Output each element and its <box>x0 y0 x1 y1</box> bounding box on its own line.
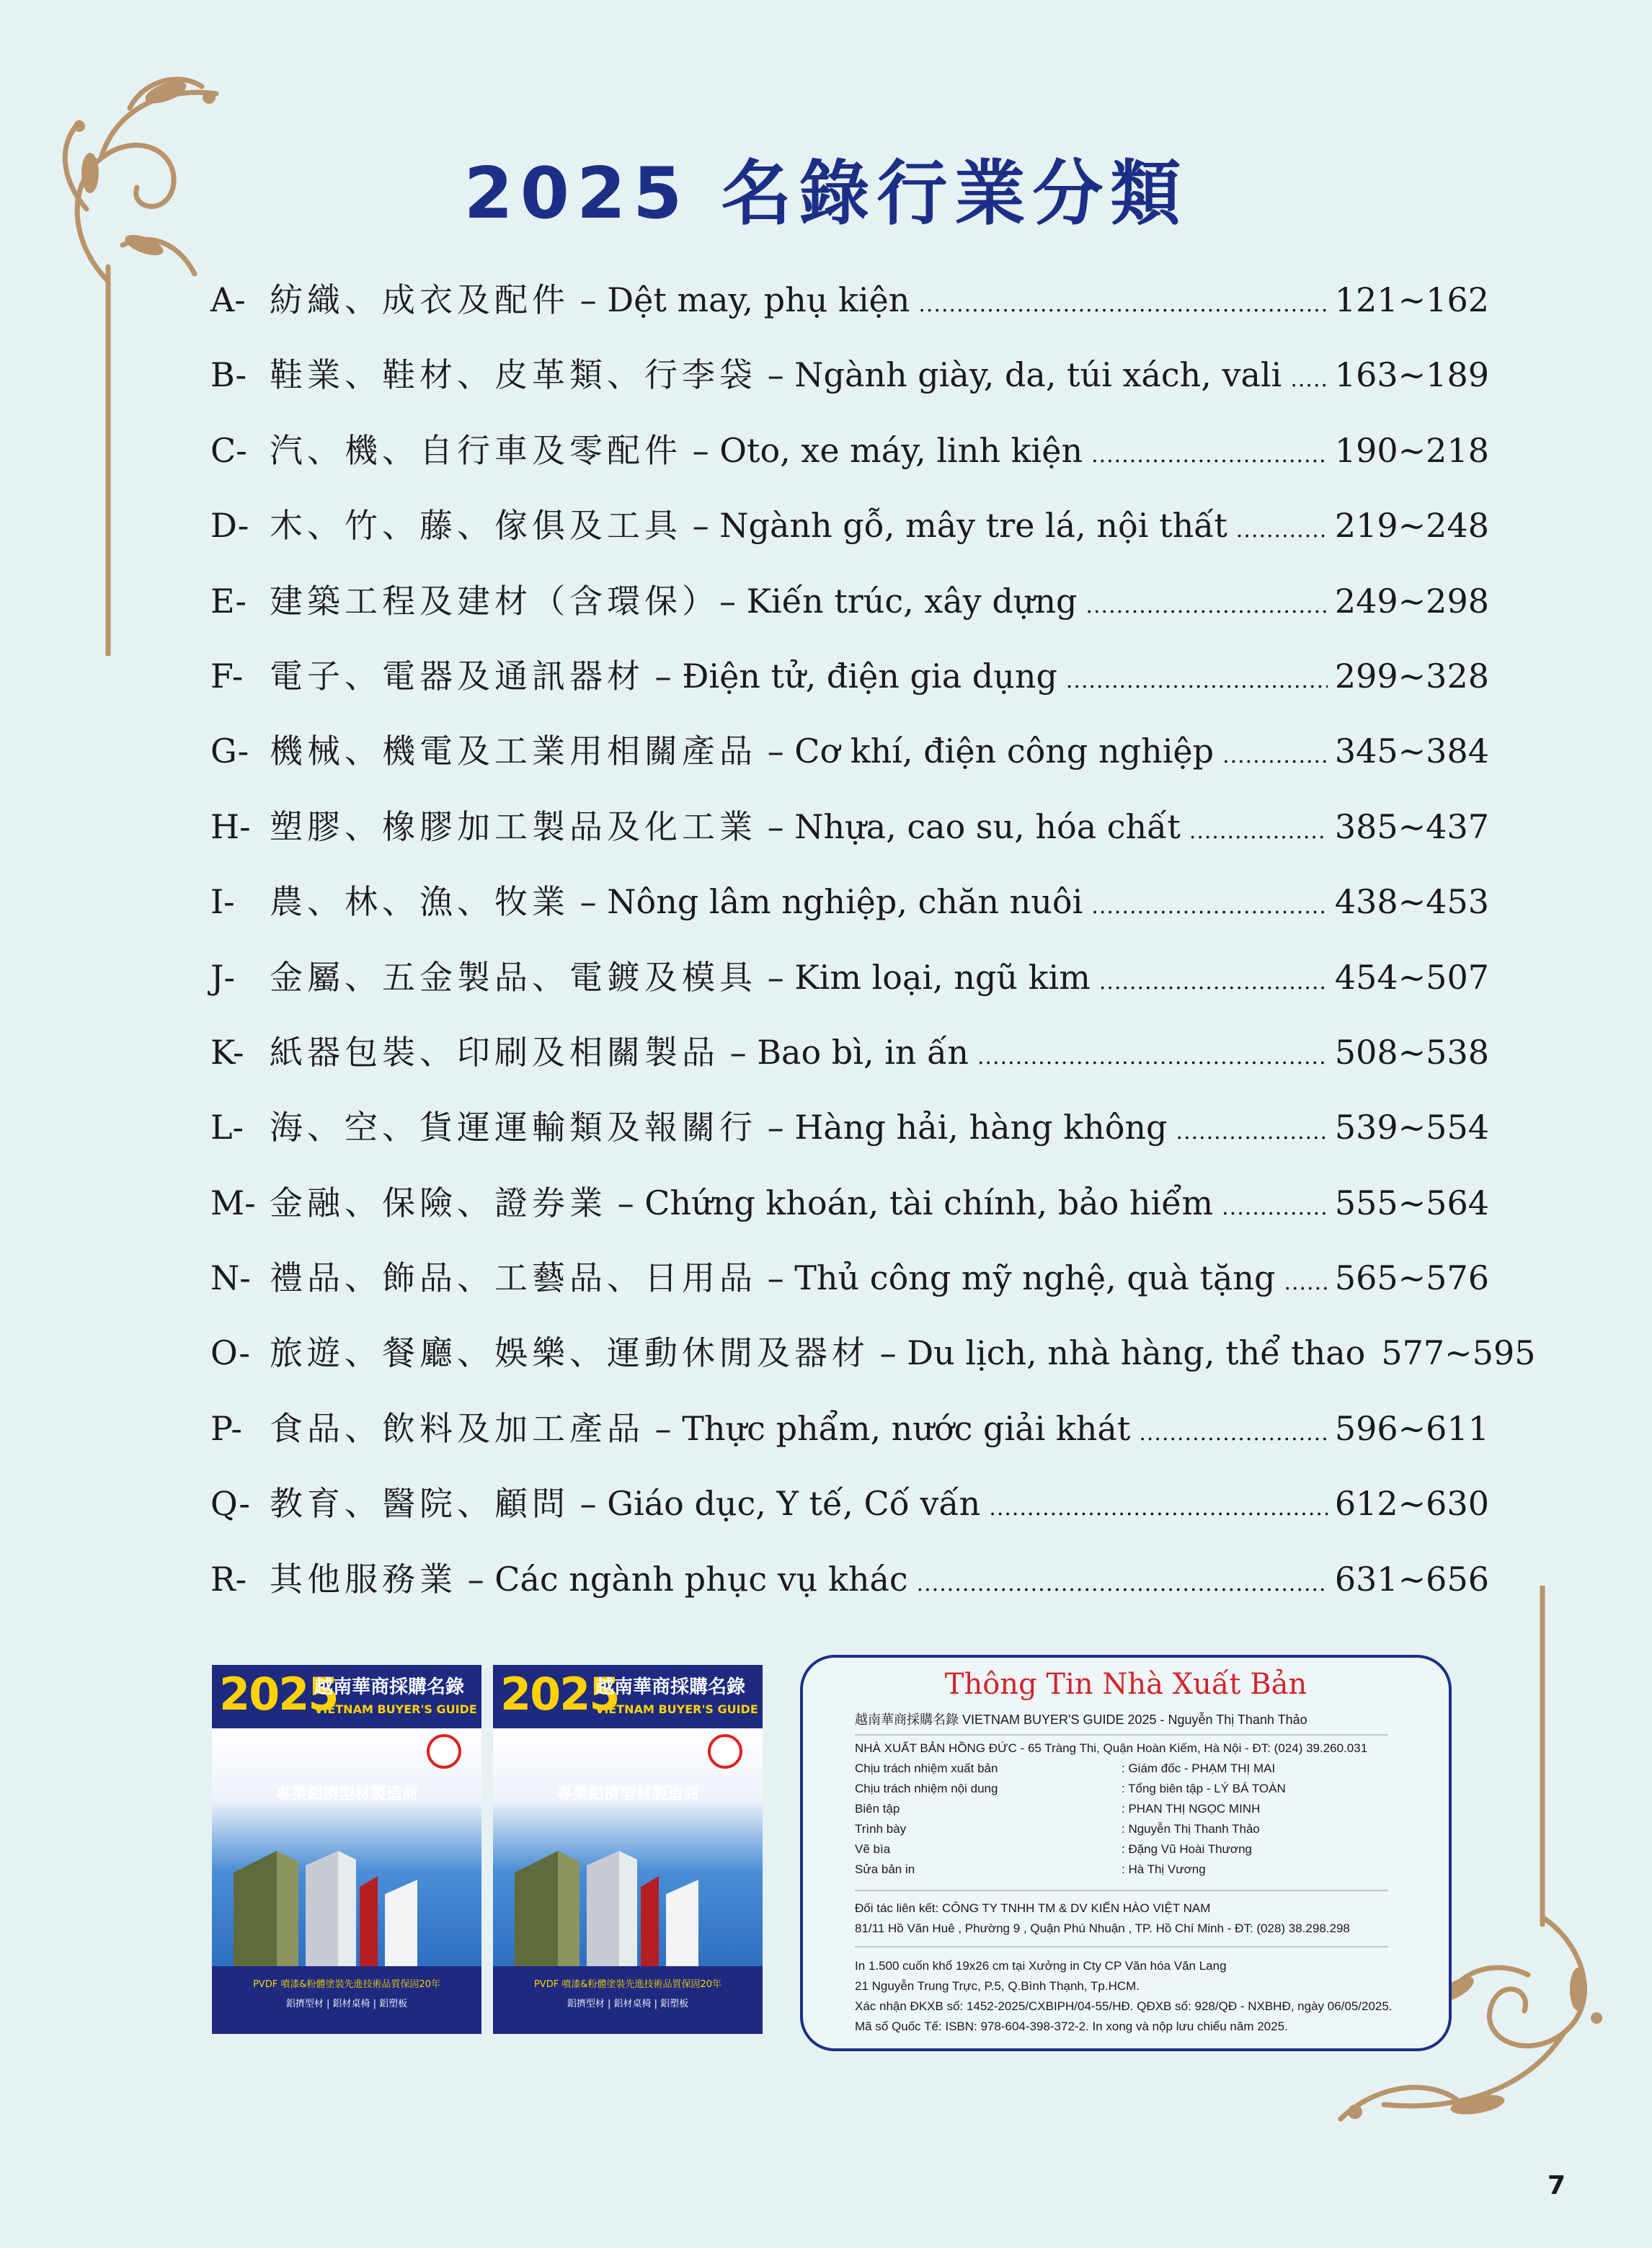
toc-letter: M- <box>210 1183 256 1222</box>
toc-letter: F- <box>210 656 244 696</box>
staff-row <box>855 1782 1403 1796</box>
toc-pages: 385~437 <box>1334 807 1489 846</box>
toc-vietnamese: – Ngành giày, da, túi xách, vali <box>757 355 1282 395</box>
toc-chinese: 鞋業、鞋材、皮革類、行李袋 <box>270 355 757 395</box>
toc-letter: O- <box>210 1333 250 1373</box>
cover-footer-line-1: PVDF 噴漆&粉體塗裝先進技術品質保固20年 <box>533 1979 722 1990</box>
toc-label <box>270 1252 1275 1300</box>
toc-label <box>270 1026 969 1074</box>
toc-vietnamese: – Điện tử, điện gia dụng <box>644 656 1057 696</box>
toc-label <box>270 876 1083 923</box>
toc-chinese: 電子、電器及通訊器材 <box>270 656 644 696</box>
print-line-4: Mã số Quốc Tế: ISBN: 978-604-398-372-2. In xong và nộp lưu chiểu năm 2025. <box>855 2020 1288 2033</box>
toc-row <box>210 349 1489 424</box>
cover-company: 專業鋁擠型材製造商 <box>275 1785 418 1803</box>
toc-chinese: 教育、醫院、顧問 <box>270 1484 569 1524</box>
dot-leader <box>1189 819 1328 844</box>
toc-row <box>210 1403 1489 1478</box>
toc-vietnamese: – Chứng khoán, tài chính, bảo hiểm <box>607 1183 1214 1222</box>
toc-pages: 631~656 <box>1334 1559 1489 1599</box>
cover-thumbnail <box>212 1665 481 2034</box>
toc-chinese: 汽、機、自行車及零配件 <box>270 430 682 470</box>
toc-pages: 163~189 <box>1334 355 1489 395</box>
print-line-3: Xác nhận ĐKXB số: 1452-2025/CXBIPH/04-55/HĐ. QĐXB số: 928/QĐ - NXBHĐ, ngày 06/05/2025. <box>855 1999 1393 2013</box>
toc-vietnamese: – Oto, xe máy, linh kiện <box>682 430 1083 470</box>
cover-footer <box>493 1966 763 2034</box>
aluminum-profile-image <box>212 1728 481 1966</box>
toc-pages: 438~453 <box>1334 882 1489 922</box>
dot-leader <box>918 292 1327 317</box>
staff-name: : Hà Thị Vương <box>1122 1862 1206 1876</box>
toc-pages: 555~564 <box>1334 1183 1489 1222</box>
toc-letter: D- <box>210 506 249 546</box>
toc-pages: 539~554 <box>1334 1108 1489 1147</box>
divider <box>855 1946 1388 1947</box>
toc-row <box>210 1553 1489 1628</box>
toc-chinese: 金屬、五金製品、電鍍及模具 <box>270 957 757 997</box>
partner-line-2: 81/11 Hồ Văn Huê , Phường 9 , Quận Phú Nhuận , TP. Hồ Chí Minh - ĐT: (028) 38.298.298 <box>855 1922 1350 1935</box>
dot-leader <box>1091 443 1328 468</box>
toc-chinese: 金融、保險、證券業 <box>270 1183 607 1222</box>
toc-letter: N- <box>210 1258 251 1298</box>
staff-name: : Giám đốc - PHẠM THỊ MAI <box>1122 1761 1276 1775</box>
toc-label <box>270 1177 1213 1225</box>
toc-pages: 190~218 <box>1334 430 1489 470</box>
toc-vietnamese: – Nông lâm nghiệp, chăn nuôi <box>569 882 1083 922</box>
cover-illustration <box>212 1728 481 1966</box>
toc-chinese: 木、竹、藤、傢俱及工具 <box>270 506 682 546</box>
toc-pages: 596~611 <box>1334 1408 1489 1448</box>
publisher-info-box <box>800 1655 1452 2051</box>
toc-pages: 219~248 <box>1334 506 1489 546</box>
print-line-2: 21 Nguyễn Trung Trực, P.5, Q.Bình Thạnh, Tp.HCM. <box>855 1979 1140 1993</box>
toc-chinese: 禮品、飾品、工藝品、日用品 <box>270 1258 757 1298</box>
toc-row <box>210 1101 1489 1176</box>
publisher-subtitle: 越南華商採購名錄 VIETNAM BUYER'S GUIDE 2025 - Nguyễn Thị Thanh Thảo <box>855 1712 1307 1727</box>
toc-chinese: 旅遊、餐廳、娛樂、運動休閒及器材 <box>270 1333 869 1373</box>
cover-header <box>493 1665 763 1728</box>
staff-role: Chịu trách nhiệm nội dung <box>855 1782 998 1795</box>
toc-row <box>210 1177 1489 1252</box>
cover-year: 2025 <box>219 1668 338 1720</box>
dot-leader <box>1176 1119 1328 1145</box>
toc-pages: 121~162 <box>1334 280 1489 319</box>
toc-label <box>270 1327 1365 1374</box>
print-line-1: In 1.500 cuốn khổ 19x26 cm tại Xưởng in Cty CP Văn hóa Văn Lang <box>855 1959 1227 1973</box>
dot-leader <box>989 1496 1328 1521</box>
toc-vietnamese: – Kiến trúc, xây dựng <box>719 581 1078 621</box>
toc-vietnamese: – Các ngành phục vụ khác <box>457 1559 908 1599</box>
table-of-contents <box>210 274 1536 1628</box>
toc-chinese: 海、空、貨運運輸類及報關行 <box>270 1108 757 1147</box>
toc-letter: Q- <box>210 1484 250 1524</box>
toc-letter: H- <box>210 807 251 846</box>
staff-name: : Đặng Vũ Hoài Thương <box>1122 1842 1252 1856</box>
cover-footer-line-2: 鋁擠型材 | 鋁材桌椅 | 鋁塑板 <box>567 1999 689 2009</box>
toc-label <box>270 425 1083 472</box>
toc-row <box>210 499 1489 574</box>
toc-letter: A- <box>210 280 246 319</box>
cover-header <box>212 1665 481 1728</box>
toc-row <box>210 650 1489 725</box>
toc-pages: 577~595 <box>1381 1333 1536 1373</box>
cover-company: 專業鋁擠型材製造商 <box>556 1785 699 1803</box>
toc-label <box>270 725 1214 773</box>
toc-vietnamese: – Giáo dục, Y tế, Cố vấn <box>569 1484 981 1524</box>
toc-row <box>210 274 1489 349</box>
toc-letter: R- <box>210 1559 247 1599</box>
toc-letter: B- <box>210 355 247 395</box>
toc-vietnamese: – Cơ khí, điện công nghiệp <box>757 732 1214 771</box>
staff-row <box>855 1822 1403 1836</box>
publisher-house: NHÀ XUẤT BẢN HỒNG ĐỨC - 65 Tràng Thi, Quận Hoàn Kiếm, Hà Nội - ĐT: (024) 39.260.031 <box>855 1741 1368 1755</box>
staff-name: : Tổng biên tập - LÝ BÁ TOÀN <box>1122 1782 1286 1795</box>
toc-row <box>210 425 1489 499</box>
dot-leader <box>1099 969 1328 995</box>
staff-role: Vẽ bìa <box>855 1842 891 1856</box>
toc-pages: 454~507 <box>1334 957 1489 997</box>
cover-chinese-title: 越南華商採購名錄 <box>314 1676 465 1698</box>
dot-leader <box>1222 743 1328 768</box>
toc-letter: L- <box>210 1108 244 1147</box>
dot-leader <box>1290 367 1328 392</box>
cover-english-title: VIETNAM BUYER'S GUIDE <box>595 1702 758 1716</box>
toc-chinese: 其他服務業 <box>270 1559 457 1599</box>
staff-name: : Nguyễn Thị Thanh Thảo <box>1122 1822 1260 1836</box>
cover-year: 2025 <box>500 1668 619 1720</box>
toc-pages: 612~630 <box>1334 1484 1489 1524</box>
toc-row <box>210 876 1489 951</box>
staff-row <box>855 1842 1403 1857</box>
toc-vietnamese: – Hàng hải, hàng không <box>757 1108 1168 1147</box>
cover-footer <box>212 1966 481 2034</box>
toc-vietnamese: – Ngành gỗ, mây tre lá, nội thất <box>682 506 1227 546</box>
toc-label <box>270 650 1057 698</box>
toc-label <box>270 1403 1130 1450</box>
toc-letter: K- <box>210 1032 244 1072</box>
toc-row <box>210 1026 1489 1101</box>
dot-leader <box>1236 517 1328 543</box>
toc-chinese: 紡織、成衣及配件 <box>270 280 569 319</box>
toc-vietnamese: – Dệt may, phụ kiện <box>569 280 910 319</box>
toc-row <box>210 1252 1489 1327</box>
toc-label <box>270 349 1282 396</box>
toc-vietnamese: – Bao bì, in ấn <box>719 1032 969 1072</box>
page-title: 2025 名錄行業分類 <box>463 153 1189 235</box>
dot-leader <box>977 1044 1328 1070</box>
toc-label <box>270 1101 1168 1149</box>
staff-role: Chịu trách nhiệm xuất bản <box>855 1761 998 1775</box>
staff-name: : PHAN THỊ NGỌC MINH <box>1122 1802 1261 1816</box>
partner-line-1: Đối tác liên kết: CÔNG TY TNHH TM & DV KIẾN HÀO VIỆT NAM <box>855 1901 1211 1915</box>
staff-row <box>855 1761 1403 1776</box>
toc-row <box>210 951 1489 1026</box>
toc-pages: 249~298 <box>1334 581 1489 621</box>
toc-label <box>270 1478 980 1525</box>
divider <box>855 1734 1388 1736</box>
dot-leader <box>1091 894 1328 919</box>
toc-pages: 299~328 <box>1334 656 1489 696</box>
toc-vietnamese: – Kim loại, ngũ kim <box>757 957 1091 997</box>
toc-letter: I- <box>210 882 235 922</box>
aluminum-profile-image <box>493 1728 763 1966</box>
toc-letter: E- <box>210 581 247 621</box>
toc-letter: J- <box>210 957 235 997</box>
staff-row <box>855 1802 1403 1816</box>
dot-leader <box>1085 593 1327 618</box>
staff-role: Sửa bản in <box>855 1862 915 1876</box>
dot-leader <box>1284 1270 1327 1295</box>
dot-leader <box>1222 1195 1328 1220</box>
dot-leader <box>1066 668 1328 693</box>
staff-row <box>855 1862 1403 1877</box>
toc-label <box>270 274 910 321</box>
staff-role: Biên tập <box>855 1802 900 1816</box>
toc-label <box>270 575 1077 623</box>
dot-leader <box>1139 1421 1327 1446</box>
staff-role: Trình bày <box>855 1822 907 1836</box>
divider <box>855 1890 1388 1891</box>
toc-letter: P- <box>210 1408 242 1448</box>
page-number: 7 <box>1547 2171 1566 2200</box>
toc-label <box>270 499 1227 547</box>
toc-label <box>270 801 1181 848</box>
toc-label <box>270 1553 908 1601</box>
cover-footer-line-2: 鋁擠型材 | 鋁材桌椅 | 鋁塑板 <box>285 1999 408 2009</box>
toc-chinese: 建築工程及建材（含環保） <box>270 581 719 621</box>
toc-vietnamese: – Thực phẩm, nước giải khát <box>644 1408 1131 1448</box>
toc-letter: C- <box>210 430 247 470</box>
toc-row <box>210 801 1489 876</box>
toc-chinese: 塑膠、橡膠加工製品及化工業 <box>270 807 757 846</box>
cover-thumbnail <box>493 1665 763 2034</box>
cover-illustration <box>493 1728 763 1966</box>
cover-footer-line-1: PVDF 噴漆&粉體塗裝先進技術品質保固20年 <box>252 1979 441 1990</box>
toc-pages: 565~576 <box>1334 1258 1489 1298</box>
toc-row <box>210 1478 1489 1552</box>
toc-pages: 508~538 <box>1334 1032 1489 1072</box>
toc-row <box>210 725 1489 800</box>
toc-vietnamese: – Thủ công mỹ nghệ, quà tặng <box>757 1258 1276 1298</box>
toc-chinese: 機械、機電及工業用相關產品 <box>270 732 757 771</box>
cover-english-title: VIETNAM BUYER'S GUIDE <box>314 1702 477 1716</box>
cover-chinese-title: 越南華商採購名錄 <box>595 1676 746 1698</box>
toc-chinese: 食品、飲料及加工產品 <box>270 1408 644 1448</box>
toc-pages: 345~384 <box>1334 732 1489 771</box>
toc-label <box>270 951 1091 999</box>
publisher-heading: Thông Tin Nhà Xuất Bản <box>944 1668 1307 1701</box>
toc-chinese: 農、林、漁、牧業 <box>270 882 569 922</box>
toc-row <box>210 575 1489 650</box>
toc-vietnamese: – Du lịch, nhà hàng, thể thao <box>869 1333 1366 1373</box>
toc-chinese: 紙器包裝、印刷及相關製品 <box>270 1032 719 1072</box>
dot-leader <box>917 1571 1328 1596</box>
toc-vietnamese: – Nhựa, cao su, hóa chất <box>757 807 1181 846</box>
toc-row <box>210 1327 1536 1402</box>
toc-letter: G- <box>210 732 249 771</box>
